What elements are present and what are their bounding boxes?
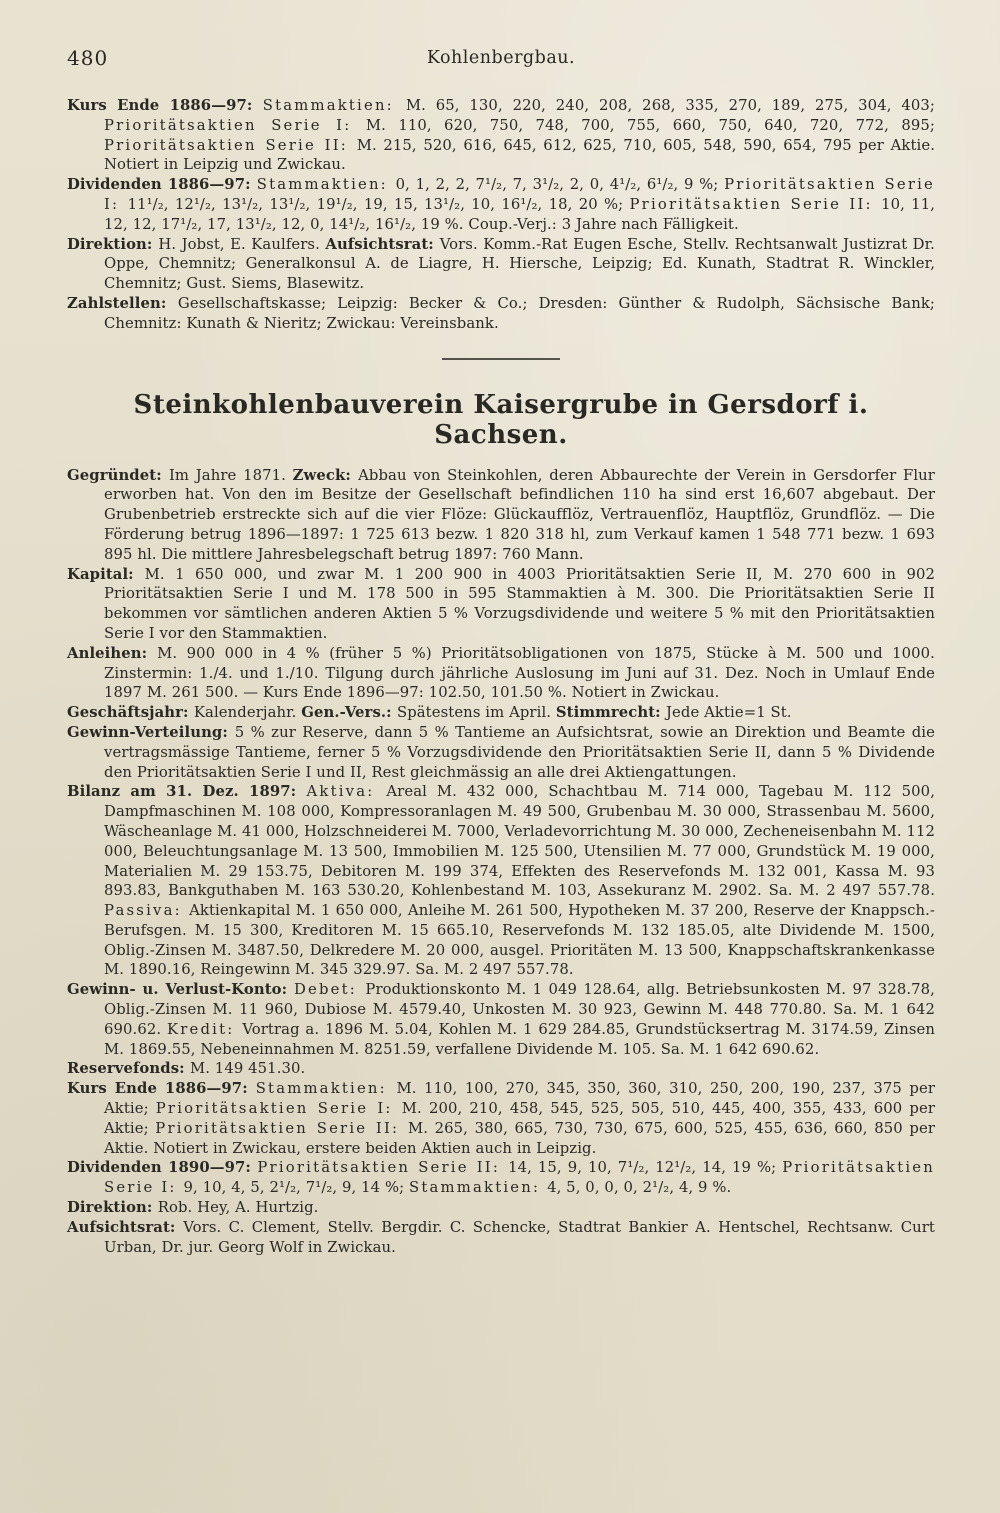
text-run: Zweck: — [292, 466, 359, 484]
section-divider — [442, 358, 560, 360]
text-run: M. 215, 520, 616, 645, 612, 625, 710, 605, 548, 590, 654, 795 per Aktie. Notiert in Leipzig und Zwickau. — [104, 136, 935, 174]
text-run: Kapital: — [67, 565, 145, 583]
paragraph-anleihen — [67, 644, 935, 703]
text-run: Aufsichtsrat: — [67, 1218, 184, 1236]
text-run: Gewinn- u. Verlust-Konto: — [67, 981, 294, 999]
text-run: M. 110, 100, 270, 345, 350, 360, 310, 250, 200, 190, 237, 375 per Aktie; — [104, 1080, 936, 1118]
text-run: Jede Aktie=1 St. — [665, 704, 792, 722]
text-run: M. 65, 130, 220, 240, 208, 268, 335, 270, 189, 275, 304, 403; — [405, 97, 935, 114]
text-run: Aufsichtsrat: — [325, 235, 440, 253]
text-run: Gesellschaftskasse; Leipzig: Becker & Co.; Dresden: Günther & Rudolph, Sächsische Bank; Chemnitz: Kunath & Nieritz; Zwickau: Vereinsbank. — [104, 294, 935, 332]
text-run: Gegründet: — [67, 466, 169, 484]
text-run: Rob. Hey, A. Hurtzig. — [157, 1199, 319, 1217]
text-run: 9, 10, 4, 5, 2¹/₂, 7¹/₂, 9, 14 %; — [183, 1179, 410, 1197]
text-run: Dividenden 1890—97: — [67, 1159, 258, 1177]
text-run: Stimmrecht: — [555, 704, 666, 722]
text-run: M. 265, 380, 665, 730, 730, 675, 600, 525, 455, 636, 660, 850 per Aktie. Notiert in Zwickau, erstere beiden Aktien auch in Leipzig. — [104, 1119, 936, 1157]
paragraph-kurs-1886-97-2 — [67, 1079, 935, 1158]
text-run: M. 110, 620, 750, 748, 700, 755, 660, 750, 640, 720, 772, 895; — [365, 116, 935, 134]
paragraph-geschaeftsjahr — [67, 703, 935, 723]
paragraph-reservefonds — [67, 1059, 935, 1079]
text-run: Gen.-Vers.: — [301, 704, 397, 722]
text-run: Stammaktien: — [409, 1179, 548, 1197]
text-run: Prioritätsaktien Serie II: — [155, 1119, 408, 1137]
paragraph-direktion-aufsichtsrat-1 — [67, 235, 935, 294]
text-run: Prioritätsaktien Serie I: — [104, 1159, 935, 1197]
text-run: Vors. Komm.-Rat Eugen Esche, Stellv. Rechtsanwalt Justizrat Dr. Oppe, Chemnitz; Generalkonsul A. de Liagre, H. Hiersche, Leipzig; Ed. Kunath, Stadtrat R. Winckler, Chemnitz; Gust. Siems, Blasewitz. — [104, 235, 935, 293]
text-run: Im Jahre 1871. — [168, 466, 293, 484]
text-run: Bilanz am 31. Dez. 1897: — [67, 783, 307, 801]
text-run: M. 200, 210, 458, 545, 525, 505, 510, 445, 400, 355, 433, 600 per Aktie; — [104, 1100, 936, 1137]
text-run: Aktiva: — [306, 783, 387, 801]
text-run: M. 1 650 000, und zwar M. 1 200 900 in 4003 Prioritätsaktien Serie II, M. 270 600 in 902 Prioritätsaktien Serie I und M. 178 500 in 595 Stammaktien à M. 300. Die Prioritätsaktien Serie II bekommen vor sämtlichen anderen Aktien 5 % Vorzugsdividende und weitere 5 % mit den Prioritätsaktien Serie I vor den Stammaktien. — [104, 565, 935, 642]
text-run: Stammaktien: — [262, 97, 406, 114]
paragraph-bilanz-1897 — [67, 782, 935, 980]
text-run: Prioritätsaktien Serie II: — [257, 1159, 509, 1177]
text-run: Vors. C. Clement, Stellv. Bergdir. C. Schencke, Stadtrat Bankier A. Hentschel, Rechtsanw. Curt Urban, Dr. jur. Georg Wolf in Zwickau. — [104, 1218, 935, 1256]
text-run: Kalenderjahr. — [193, 704, 302, 722]
main-entry — [67, 466, 935, 1258]
text-run: Abbau von Steinkohlen, deren Abbaurechte der Verein in Gersdorfer Flur erworben hat. Von den im Besitze der Gesellschaft befindlichen 110 ha sind erst 16,607 abgebaut. Der Grubenbetrieb erstreckte sich auf die vier Flöze: Glückaufflöz, Vertrauenflöz, Hauptflöz, Grundflöz. — Die Förderung betrug 1896—1897: 1 725 613 bezw. 1 820 318 hl, zum Verkauf kamen 1 548 771 bezw. 1 693 895 hl. Die mittlere Jahresbelegschaft betrug 1897: 760 Mann. — [104, 466, 935, 563]
paragraph-dividenden-1890-97 — [67, 1158, 935, 1198]
text-run: Anleihen: — [67, 644, 158, 662]
paragraph-aufsichtsrat-2 — [67, 1218, 935, 1258]
text-run: Gewinn-Verteilung: — [67, 723, 235, 741]
text-run: Produktionskonto M. 1 049 128.64, allg. Betriebsunkosten M. 97 328.78, Oblig.-Zinsen M. 11 960, Dubiose M. 4579.40, Unkosten M. 30 923, Gewinn M. 448 770.80. Sa. M. 1 642 690.62. — [104, 981, 935, 1038]
text-run: Reservefonds: — [67, 1060, 190, 1078]
text-run: 10, 11, 12, 12, 17¹/₂, 17, 13¹/₂, 12, 0, 14¹/₂, 16¹/₂, 19 %. Coup.-Verj.: 3 Jahre nach Fälligkeit. — [104, 195, 936, 233]
text-run: H. Jobst, E. Kaulfers. — [158, 235, 326, 253]
paragraph-dividenden-1886-97 — [67, 175, 935, 234]
page-number: 480 — [67, 46, 109, 70]
text-run: Prioritätsaktien Serie II: — [104, 136, 357, 154]
text-run: Kurs Ende 1886—97: — [67, 97, 263, 114]
page-header — [67, 46, 935, 72]
text-run: Kurs Ende 1886—97: — [67, 1080, 256, 1098]
text-run: Spätestens im April. — [396, 704, 556, 722]
text-run: Prioritätsaktien Serie I: — [155, 1100, 402, 1118]
text-run: Direktion: — [67, 235, 159, 253]
text-run: Kredit: — [166, 1020, 243, 1038]
text-run: Direktion: — [67, 1199, 158, 1217]
text-run: Prioritätsaktien Serie I: — [104, 176, 936, 213]
text-run: Prioritätsaktien Serie II: — [629, 195, 882, 213]
text-run: M. 149 451.30. — [189, 1060, 306, 1078]
entry-title: Steinkohlenbauverein Kaisergrube in Gersdorf i. Sachsen. — [133, 389, 869, 450]
top-entry — [67, 96, 935, 334]
text-run: Debet: — [293, 981, 366, 999]
text-run: Prioritätsaktien Serie I: — [104, 116, 366, 134]
text-run: M. 900 000 in 4 % (früher 5 %) Prioritätsobligationen von 1875, Stücke à M. 500 und 1000. Zinstermin: 1./4. und 1./10. Tilgung durch jährliche Auslosung im Juni auf 31. Dez. Noch in Umlauf Ende 1897 M. 261 500. — Kurs Ende 1896—97: 102.50, 101.50 %. Notiert in Zwickau. — [104, 644, 935, 702]
text-run: 0, 1, 2, 2, 7¹/₂, 7, 3¹/₂, 2, 0, 4¹/₂, 6¹/₂, 9 %; — [395, 176, 725, 194]
paragraph-gewinn-verteilung — [67, 723, 935, 782]
paragraph-kurs-1886-97 — [67, 96, 935, 175]
text-run: Vortrag a. 1896 M. 5.04, Kohlen M. 1 629 284.85, Grundstücksertrag M. 3174.59, Zinsen M. 1869.55, Nebeneinnahmen M. 8251.59, verfallene Dividende M. 105. Sa. M. 1 642 690.62. — [104, 1020, 935, 1058]
text-run: Stammaktien: — [255, 1080, 397, 1098]
text-run: 4, 5, 0, 0, 0, 2¹/₂, 4, 9 %. — [547, 1179, 732, 1197]
text-run: Passiva: — [104, 902, 190, 920]
paragraph-gewinn-verlust-konto — [67, 980, 935, 1059]
text-run: Geschäftsjahr: — [67, 704, 194, 722]
paragraph-gegruendet-zweck — [67, 466, 935, 565]
running-title: Kohlenbergbau. — [426, 48, 576, 68]
text-run: Zahlstellen: — [67, 294, 178, 312]
text-run: 5 % zur Reserve, dann 5 % Tantieme an Aufsichtsrat, sowie an Direktion und Beamte die vertragsmässige Tantieme, ferner 5 % Vorzugsdividende den Prioritätsaktien Serie II, dann 5 % Dividende den Prioritätsaktien Serie I und II, Rest gleichmässig an alle drei Aktiengattungen. — [104, 723, 935, 781]
text-run: 14, 15, 9, 10, 7¹/₂, 12¹/₂, 14, 19 %; — [508, 1159, 783, 1177]
text-run: Stammaktien: — [256, 176, 396, 194]
text-run: Aktienkapital M. 1 650 000, Anleihe M. 261 500, Hypotheken M. 37 200, Reserve der Knappsch.-Berufsgen. M. 15 300, Kreditoren M. 15 665.10, Reservefonds M. 132 185.05, alte Dividende M. 1500, Oblig.-Zinsen M. 3487.50, Delkredere M. 20 000, ausgel. Prioritäten M. 13 500, Knappschaftskrankenkasse M. 1890.16, Reingewinn M. 345 329.97. Sa. M. 2 497 557.78. — [104, 902, 935, 979]
paragraph-kapital — [67, 565, 935, 644]
text-run: 11¹/₂, 12¹/₂, 13¹/₂, 13¹/₂, 19¹/₂, 19, 15, 13¹/₂, 10, 16¹/₂, 18, 20 %; — [127, 195, 630, 213]
text-run: Areal M. 432 000, Schachtbau M. 714 000, Tagebau M. 112 500, Dampfmaschinen M. 108 000, Kompressoranlagen M. 49 500, Grubenbau M. 30 000, Strassenbau M. 5600, Wäscheanlage M. 41 000, Holzschneiderei M. 7000, Verladevorrichtung M. 30 000, Zecheneisenbahn M. 112 000, Beleuchtungsanlage M. 13 500, Immobilien M. 125 500, Utensilien M. 77 000, Grundstück M. 19 000, Materialien M. 29 153.75, Debitoren M. 199 374, Effekten des Reservefonds M. 132 001, Kassa M. 93 893.83, Bankguthaben M. 163 530.20, Kohlenbestand M. 103, Assekuranz M. 2902. Sa. M. 2 497 557.78. — [104, 783, 935, 900]
paragraph-direktion-2 — [67, 1198, 935, 1218]
paragraph-zahlstellen — [67, 294, 935, 334]
text-run: Dividenden 1886—97: — [67, 176, 257, 194]
